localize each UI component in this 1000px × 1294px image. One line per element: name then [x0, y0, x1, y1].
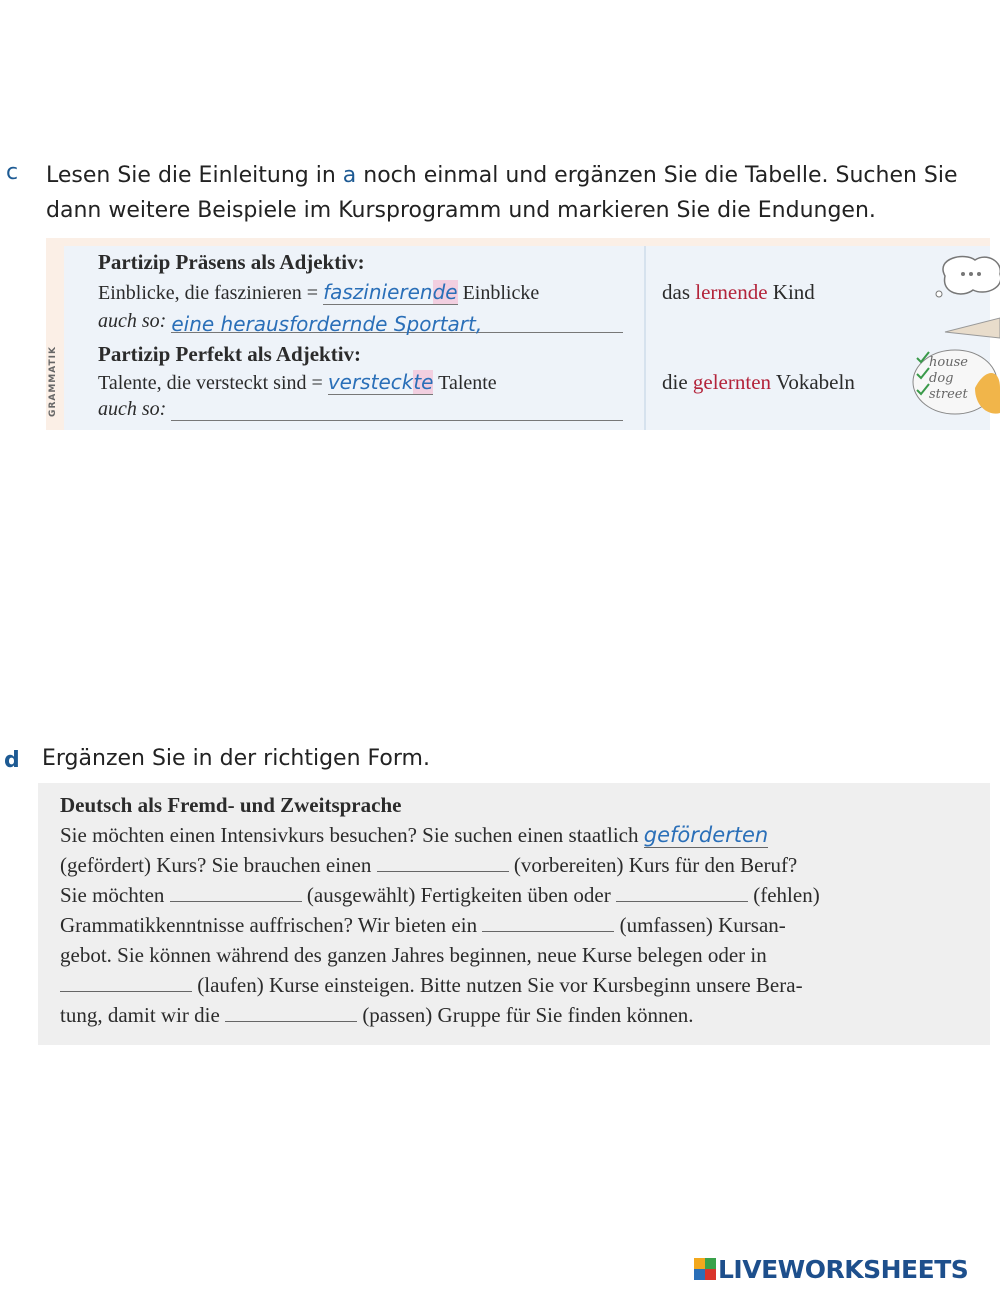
- blank-4[interactable]: [616, 883, 748, 902]
- blank-5[interactable]: [482, 913, 614, 932]
- perfekt-example: [662, 370, 855, 395]
- text-line-2-b: (vorbereiten) Kurs für den Beruf?: [508, 853, 798, 877]
- text-line-7: [60, 1003, 694, 1028]
- logo-square-4: [705, 1269, 716, 1280]
- blank-1-answer[interactable]: geförderten: [643, 823, 769, 847]
- perfekt-sentence: [98, 370, 497, 395]
- praesens-answer-stem: faszinieren: [323, 280, 433, 304]
- doodle-word-1: house: [929, 355, 968, 370]
- praesens-answer-ending: de: [432, 280, 458, 304]
- text-line-3-c: (fehlen): [747, 883, 820, 907]
- bubble-tail-icon: [936, 291, 942, 297]
- doodle-word-3: street: [929, 387, 968, 402]
- task-c-instruction-ref: a: [342, 163, 357, 188]
- exercise-title: Deutsch als Fremd- und Zweitsprache: [60, 793, 402, 817]
- text-line-1: [60, 823, 768, 848]
- praesens-example: [662, 280, 815, 305]
- brand-name: LIVEWORKSHEETS: [718, 1254, 969, 1284]
- grammar-side-label: GRAMMATIK: [48, 346, 58, 417]
- perfekt-sentence-start: Talente, die versteckt sind =: [98, 372, 328, 394]
- praesens-auch: [98, 310, 623, 336]
- logo-square-3: [694, 1269, 705, 1280]
- grammar-divider: [644, 246, 646, 430]
- praesens-sentence-end: Einblicke: [457, 282, 540, 304]
- perfekt-answer-ending: te: [413, 370, 434, 394]
- perfekt-example-pre: die: [662, 370, 693, 394]
- perfekt-answer-field[interactable]: [328, 370, 434, 395]
- text-line-4-b: (umfassen) Kursan-: [614, 913, 786, 937]
- grammar-table: [64, 246, 990, 430]
- task-c-instruction: [46, 158, 986, 228]
- text-line-6-b: (laufen) Kurse einsteigen. Bitte nutzen Sie vor Kursbeginn unsere Bera-: [192, 973, 803, 997]
- praesens-example-post: Kind: [767, 280, 815, 304]
- praesens-example-word: lernende: [695, 280, 768, 304]
- doodle-illustration: [905, 248, 1000, 428]
- perfekt-auch: [98, 398, 623, 421]
- task-c-instruction-part2: noch einmal und ergänzen Sie die Tabelle. Suchen Sie dann weitere Beispiele im Kursprogramm und markieren Sie die Endungen.: [46, 163, 958, 223]
- text-line-1-pre: Sie möchten einen Intensivkurs besuchen? Sie suchen einen staatlich: [60, 823, 644, 847]
- blank-3[interactable]: [170, 883, 302, 902]
- logo-square-1: [694, 1258, 705, 1269]
- task-c-instruction-part1: Lesen Sie die Einleitung in: [46, 163, 343, 188]
- grammar-box: [46, 238, 990, 430]
- doodle-word-2: dog: [929, 371, 954, 386]
- blank-2[interactable]: [377, 853, 509, 872]
- text-line-4: [60, 913, 786, 938]
- text-line-3-b: (ausgewählt) Fertigkeiten üben oder: [301, 883, 616, 907]
- praesens-auch-field[interactable]: eine herausfordernde Sportart,: [171, 312, 623, 333]
- blank-6[interactable]: [60, 973, 192, 992]
- text-line-3-a: Sie möchten: [60, 883, 170, 907]
- perfekt-auch-label: auch so:: [98, 398, 167, 420]
- task-d-instruction: Ergänzen Sie in der richtigen Form.: [42, 746, 430, 771]
- praesens-auch-label: auch so:: [98, 310, 167, 332]
- liveworksheets-logo-icon: [694, 1258, 716, 1280]
- praesens-sentence-start: Einblicke, die faszinieren =: [98, 282, 324, 304]
- praesens-example-pre: das: [662, 280, 696, 304]
- bubble-dot-2: [969, 272, 973, 276]
- perfekt-sentence-end: Talente: [433, 372, 497, 394]
- pencil-icon: [945, 318, 1000, 338]
- praesens-sentence: [98, 280, 539, 305]
- praesens-answer-field[interactable]: [323, 280, 458, 305]
- blank-7[interactable]: [225, 1003, 357, 1022]
- perfekt-answer-stem: versteck: [327, 370, 414, 394]
- text-line-3: [60, 883, 820, 908]
- liveworksheets-brand: [694, 1254, 968, 1284]
- logo-square-2: [705, 1258, 716, 1269]
- text-line-2-a: (gefördert) Kurs? Sie brauchen einen: [60, 853, 377, 877]
- text-line-2: [60, 853, 797, 878]
- bubble-dot-1: [961, 272, 965, 276]
- text-line-6: [60, 973, 803, 998]
- task-c-letter: c: [6, 160, 19, 185]
- perfekt-heading: Partizip Perfekt als Adjektiv:: [98, 342, 362, 366]
- text-line-4-a: Grammatikkenntnisse auffrischen? Wir bieten ein: [60, 913, 483, 937]
- task-d-letter: d: [4, 748, 20, 773]
- text-line-5: gebot. Sie können während des ganzen Jahres beginnen, neue Kurse belegen oder in: [60, 943, 767, 967]
- perfekt-example-post: Vokabeln: [771, 370, 855, 394]
- exercise-text-box: [38, 783, 990, 1045]
- bubble-dot-3: [977, 272, 981, 276]
- text-line-7-a: tung, damit wir die: [60, 1003, 226, 1027]
- perfekt-auch-field[interactable]: [171, 400, 623, 421]
- praesens-heading: Partizip Präsens als Adjektiv:: [98, 250, 365, 274]
- perfekt-example-word: gelernten: [692, 370, 772, 394]
- text-line-7-b: (passen) Gruppe für Sie finden können.: [357, 1003, 694, 1027]
